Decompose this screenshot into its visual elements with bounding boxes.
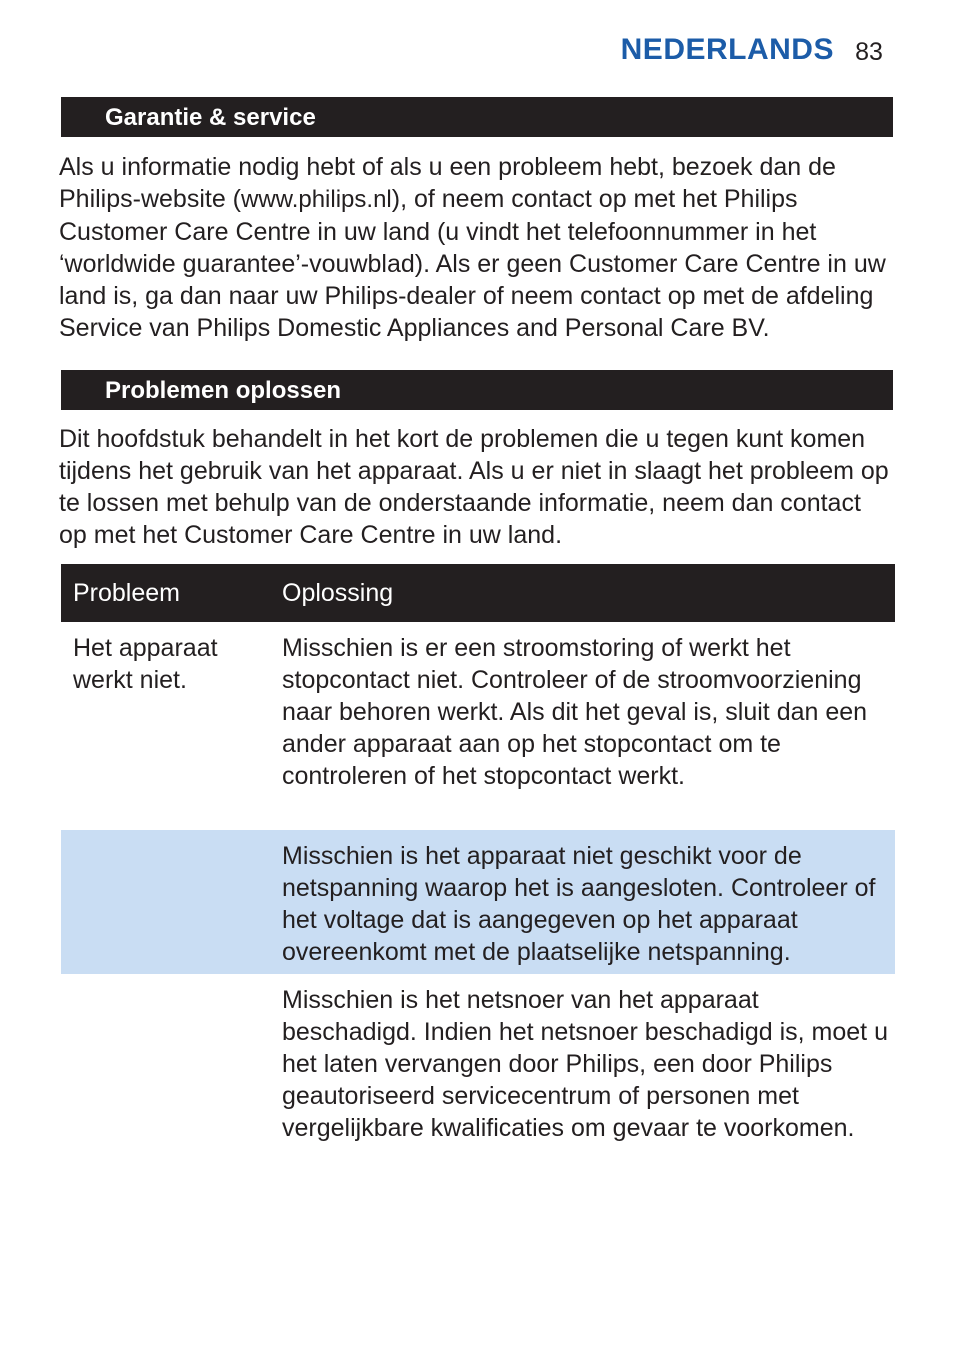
column-header-oplossing: Oplossing	[282, 579, 394, 607]
page-number: 83	[855, 38, 883, 66]
column-header-probleem: Probleem	[73, 579, 180, 607]
table-row	[61, 830, 895, 974]
philips-website-link[interactable]: www.philips.nl	[241, 186, 392, 213]
solution-cell: Misschien is het apparaat niet geschikt voor de netspanning waarop het is aangesloten. Controleer of het voltage dat is aangegeven op het apparaat overeenkomt met de plaatselijke netspanning.	[282, 842, 876, 966]
problem-cell: Het apparaat werkt niet.	[73, 634, 218, 694]
table-row	[61, 974, 895, 1154]
language-heading: NEDERLANDS	[620, 33, 834, 66]
table-header	[61, 564, 895, 622]
solution-cell: Misschien is het netsnoer van het apparaat beschadigd. Indien het netsnoer beschadigd is, moet u het laten vervangen door Philips, een door Philips geautoriseerd servicecentrum of personen met vergelijkbare kwalificaties om gevaar te voorkomen.	[282, 986, 888, 1142]
solution-cell: Misschien is er een stroomstoring of werkt het stopcontact niet. Controleer of de stroomvoorziening naar behoren werkt. Als dit het geval is, sluit dan een ander apparaat aan op het stopcontact om te controleren of het stopcontact werkt.	[282, 634, 868, 790]
problemen-paragraph: Dit hoofdstuk behandelt in het kort de problemen die u tegen kunt komen tijdens het gebruik van het apparaat. Als u er niet in slaagt het probleem op te lossen met behulp van de onderstaande informatie, neem dan contact op met het Customer Care Centre in uw land.	[59, 425, 889, 549]
garantie-text-start: Als u informatie nodig hebt of als u een probleem hebt, bezoek dan de Philips-website (	[59, 153, 836, 213]
table-row	[61, 622, 895, 830]
section-title-garantie: Garantie & service	[61, 97, 893, 137]
garantie-text-end: ), of neem contact op met het Philips Customer Care Centre in uw land (u vindt het telefoonnummer in het ‘worldwide guarantee’-vouwblad). Als er geen Customer Care Centre in uw land is, ga dan naar uw Philips-dealer of neem contact op met de afdeling Service van Philips Domestic Appliances and Personal Care BV.	[59, 185, 886, 342]
section-title-problemen: Problemen oplossen	[61, 370, 893, 410]
garantie-paragraph	[59, 151, 889, 344]
